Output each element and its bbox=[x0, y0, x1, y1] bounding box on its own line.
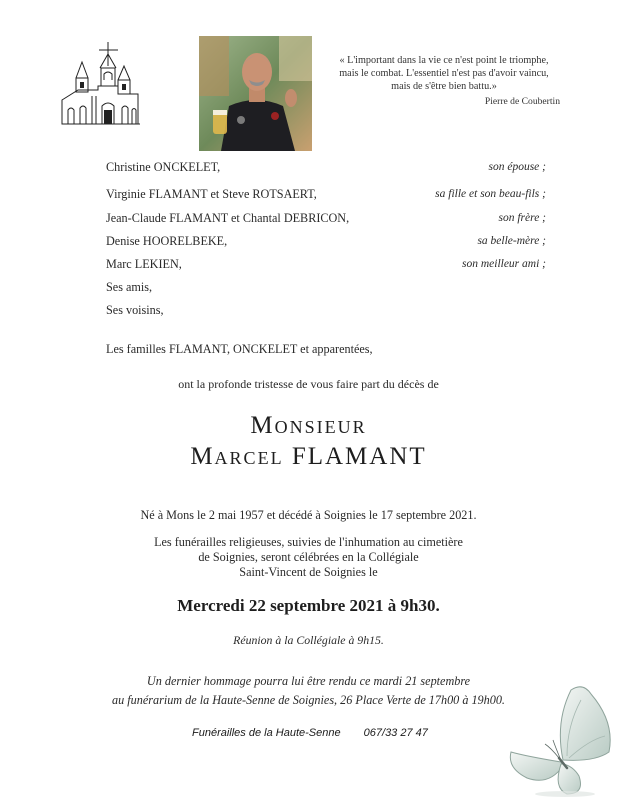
relative-row bbox=[106, 302, 546, 325]
deceased-name bbox=[0, 443, 617, 471]
funeral-date: Mercredi 22 septembre 2021 à 9h30. bbox=[177, 596, 440, 615]
funeral-home-phone: 067/33 27 47 bbox=[363, 727, 428, 739]
relative-role: son épouse ; bbox=[488, 161, 546, 173]
quote-line-3: mais de s'être bien battu.» bbox=[391, 81, 497, 92]
portrait-photo bbox=[199, 36, 312, 151]
hommage-line-2: au funérarium de la Haute-Senne de Soignies, 26 Place Verte de 17h00 à 19h00. bbox=[112, 693, 505, 707]
quote-line-2: mais le combat. L'essentiel n'est pas d'avoir vaincu, bbox=[339, 68, 549, 79]
relative-name: Marc LEKIEN, bbox=[106, 257, 182, 271]
deceased-surname: FLAMANT bbox=[291, 443, 427, 470]
relative-role: son frère ; bbox=[498, 212, 546, 224]
funeral-home-name: Funérailles de la Haute-Senne bbox=[192, 727, 341, 739]
relative-name: Denise HOORELBEKE, bbox=[106, 234, 228, 248]
deceased-given-name: Marcel bbox=[190, 443, 284, 470]
relative-row bbox=[106, 279, 546, 302]
church-icon bbox=[58, 40, 142, 128]
meeting-line: Réunion à la Collégiale à 9h15. bbox=[233, 633, 384, 647]
relative-role: son meilleur ami ; bbox=[461, 258, 546, 270]
deceased-title: Monsieur bbox=[250, 412, 367, 439]
relatives-list bbox=[106, 159, 546, 322]
relative-row bbox=[106, 256, 546, 279]
announcement-line: ont la profonde tristesse de vous faire part du décès de bbox=[178, 377, 439, 391]
funeral-line-3: Saint-Vincent de Soignies le bbox=[239, 565, 378, 579]
relative-row bbox=[106, 159, 546, 183]
relative-name: Ses amis, bbox=[106, 280, 153, 294]
quote-line-1: « L'important dans la vie ce n'est point le triomphe, bbox=[339, 55, 549, 66]
relative-row bbox=[106, 233, 546, 256]
butterfly-icon bbox=[505, 682, 617, 798]
relative-row bbox=[106, 210, 546, 233]
relative-name: Ses voisins, bbox=[106, 303, 164, 317]
hommage-line-1: Un dernier hommage pourra lui être rendu ce mardi 21 septembre bbox=[146, 674, 471, 688]
relative-row bbox=[106, 186, 546, 210]
funeral-line-2: de Soignies, seront célébrées en la Collégiale bbox=[198, 550, 419, 564]
footer bbox=[192, 727, 428, 739]
families-line: Les familles FLAMANT, ONCKELET et apparentées, bbox=[106, 342, 373, 356]
relative-role: sa belle-mère ; bbox=[477, 235, 546, 247]
relative-role: sa fille et son beau-fils ; bbox=[435, 188, 546, 200]
quote bbox=[318, 54, 570, 93]
relative-name: Christine ONCKELET, bbox=[106, 160, 221, 174]
quote-author: Pierre de Coubertin bbox=[484, 96, 560, 107]
funeral-line-1: Les funérailles religieuses, suivies de l'inhumation au cimetière bbox=[154, 535, 463, 549]
relative-name: Virginie FLAMANT et Steve ROTSAERT, bbox=[106, 187, 317, 201]
relative-name: Jean-Claude FLAMANT et Chantal DEBRICON, bbox=[106, 211, 350, 225]
birth-death-line: Né à Mons le 2 mai 1957 et décédé à Soignies le 17 septembre 2021. bbox=[140, 508, 477, 522]
funeral-details bbox=[0, 535, 617, 580]
